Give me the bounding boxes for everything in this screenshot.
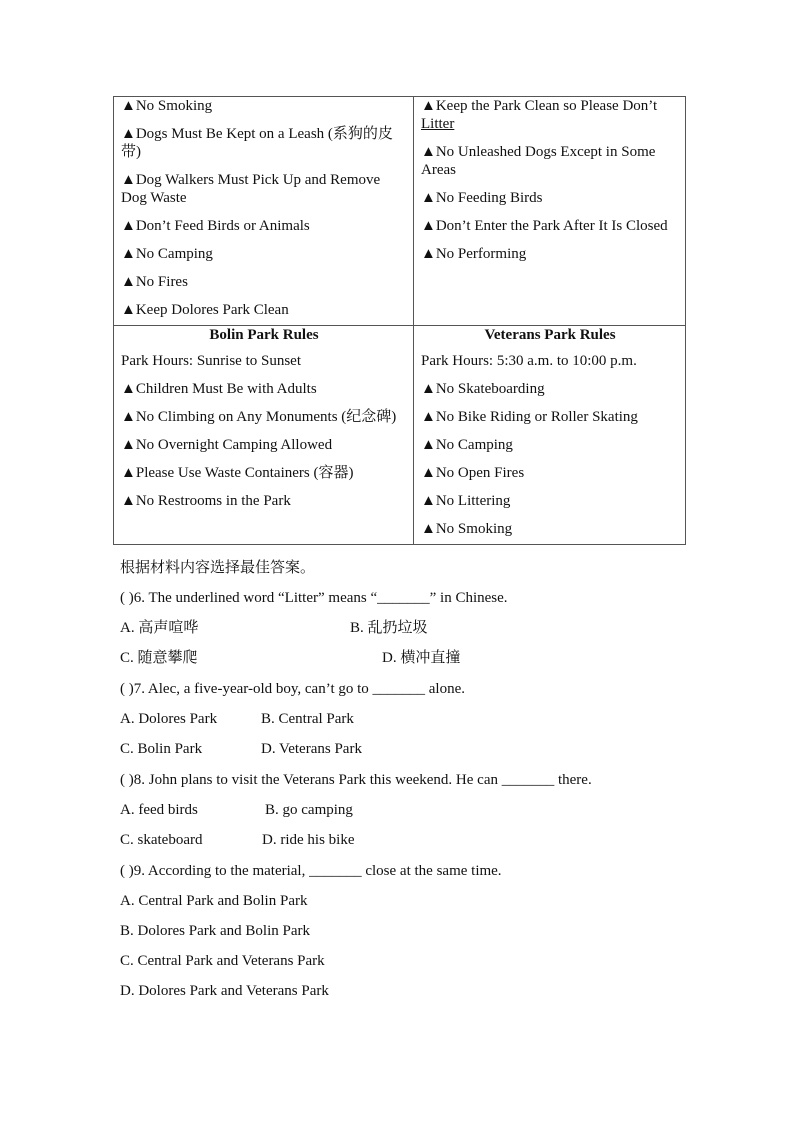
option-c: C. 随意攀爬 — [120, 650, 198, 666]
rule-item: ▲No Restrooms in the Park — [121, 493, 291, 509]
central-rules-cell — [414, 97, 686, 326]
option-d: D. 横冲直撞 — [382, 650, 461, 666]
option-d: D. ride his bike — [262, 832, 355, 848]
dolores-rules-cell — [114, 97, 414, 326]
underlined-word-litter: Litter — [421, 116, 455, 132]
bolin-title: Bolin Park Rules — [209, 327, 319, 343]
rule-item: ▲No Camping — [421, 437, 513, 453]
option-d: D. Veterans Park — [261, 741, 362, 757]
option-c: C. Central Park and Veterans Park — [120, 953, 325, 969]
bolin-rules-cell — [114, 326, 414, 545]
rule-item: ▲Don’t Feed Birds or Animals — [121, 218, 310, 234]
rule-item: ▲No Fires — [121, 274, 188, 290]
rule-item: ▲No Smoking — [421, 521, 513, 537]
rule-item: ▲No Overnight Camping Allowed — [121, 437, 333, 453]
question-6-options-row2 — [120, 648, 700, 679]
question-7-options-row1 — [120, 709, 700, 739]
questions-section — [120, 558, 700, 1011]
rule-item: ▲Dogs Must Be Kept on a Leash (系狗的皮带) — [121, 126, 393, 160]
option-b: B. 乱扔垃圾 — [350, 620, 428, 636]
option-b: B. Dolores Park and Bolin Park — [120, 923, 310, 939]
rule-item: ▲No Climbing on Any Monuments (纪念碑) — [121, 409, 397, 425]
rule-item: ▲Keep Dolores Park Clean — [121, 302, 289, 318]
option-a: A. feed birds — [120, 802, 198, 818]
option-c: C. Bolin Park — [120, 741, 203, 757]
table-row — [114, 326, 686, 545]
option-a: A. Central Park and Bolin Park — [120, 893, 308, 909]
instruction: 根据材料内容选择最佳答案。 — [120, 560, 316, 576]
question-8-options-row2 — [120, 830, 700, 861]
rule-item: ▲No Camping — [121, 246, 213, 262]
option-c: C. skateboard — [120, 832, 203, 848]
option-a: A. Dolores Park — [120, 711, 218, 727]
question-8-stem: ( )8. John plans to visit the Veterans Park this weekend. He can _______ there. — [120, 772, 592, 788]
rule-item: ▲No Littering — [421, 493, 511, 509]
question-6-options-row1 — [120, 618, 700, 648]
rule-item: ▲No Unleashed Dogs Except in Some Areas — [421, 144, 656, 178]
rule-item: ▲No Skateboarding — [421, 381, 545, 397]
park-rules-table — [113, 96, 686, 545]
veterans-hours: Park Hours: 5:30 a.m. to 10:00 p.m. — [421, 353, 637, 369]
question-9-stem: ( )9. According to the material, _______ close at the same time. — [120, 863, 502, 879]
rule-item: ▲No Performing — [421, 246, 527, 262]
question-7-options-row2 — [120, 739, 700, 770]
rule-item: ▲Don’t Enter the Park After It Is Closed — [421, 218, 668, 234]
rule-item: ▲No Smoking — [121, 98, 213, 114]
option-a: A. 高声喧哗 — [120, 620, 199, 636]
veterans-title: Veterans Park Rules — [484, 327, 616, 343]
veterans-rules-cell — [414, 326, 686, 545]
table-row — [114, 97, 686, 326]
rule-item: ▲No Feeding Birds — [421, 190, 543, 206]
rule-item: ▲Dog Walkers Must Pick Up and Remove Dog Waste — [121, 172, 381, 206]
question-6-stem: ( )6. The underlined word “Litter” means “_______” in Chinese. — [120, 590, 508, 606]
option-d: D. Dolores Park and Veterans Park — [120, 983, 329, 999]
question-8-options-row1 — [120, 800, 700, 830]
rule-item: ▲Please Use Waste Containers (容器) — [121, 465, 354, 481]
option-b: B. Central Park — [261, 711, 354, 727]
bolin-hours: Park Hours: Sunrise to Sunset — [121, 353, 301, 369]
rule-item: ▲No Open Fires — [421, 465, 525, 481]
option-b: B. go camping — [265, 802, 353, 818]
rule-text: ▲Keep the Park Clean so Please Don’t — [421, 98, 658, 114]
question-7-stem: ( )7. Alec, a five-year-old boy, can’t go to _______ alone. — [120, 681, 466, 697]
rule-item-litter — [421, 97, 679, 133]
rule-item: ▲No Bike Riding or Roller Skating — [421, 409, 638, 425]
rule-item: ▲Children Must Be with Adults — [121, 381, 317, 397]
